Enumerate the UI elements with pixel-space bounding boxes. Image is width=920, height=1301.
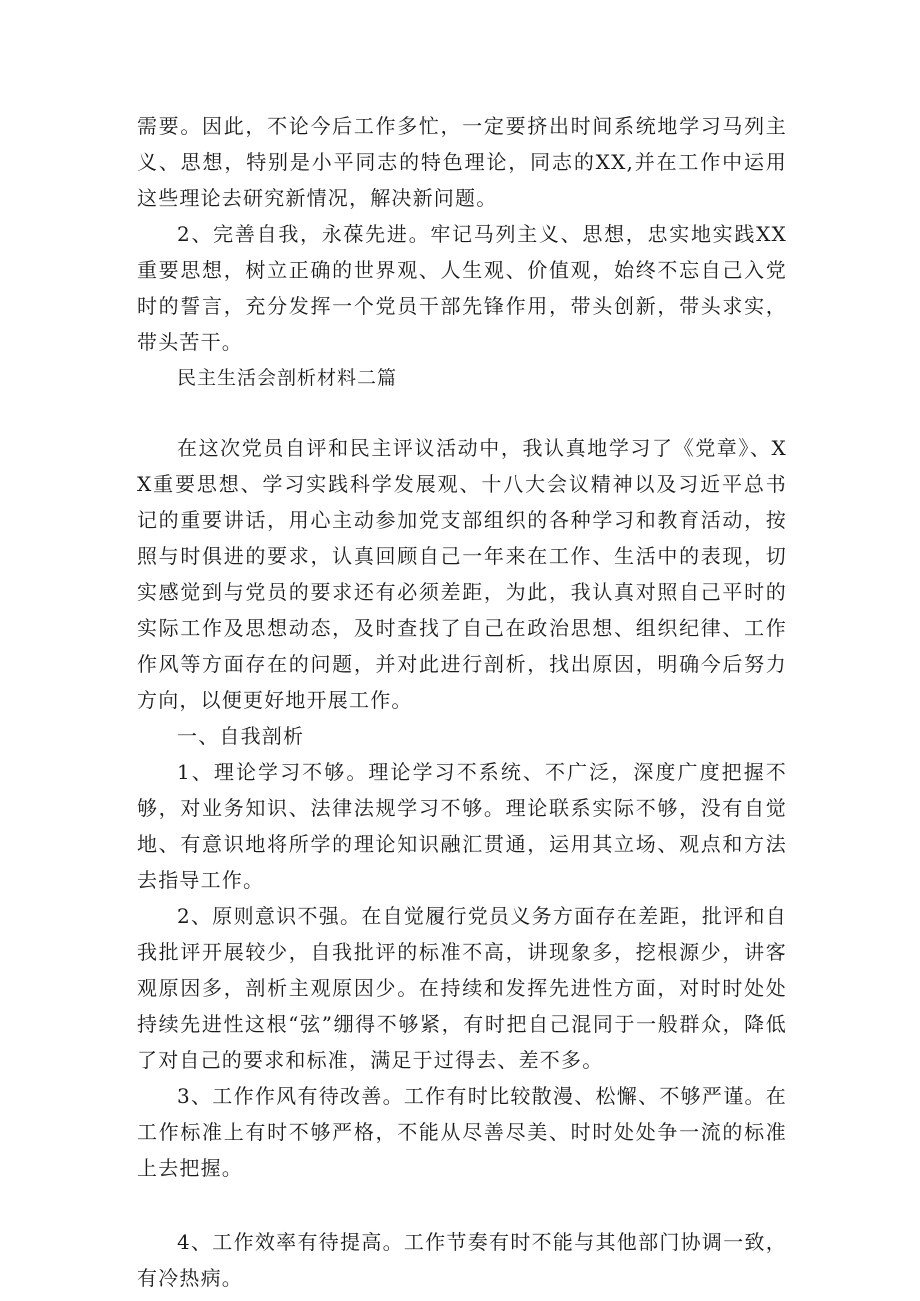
paragraph-improve-self: 2、完善自我，永葆先进。牢记马列主义、思想，忠实地实践XX重要思想，树立正确的世界观、人生观、价值观，始终不忘自己入党时的誓言，充分发挥一个党员干部先锋作用，带头创新，带头求实，带头苦干。 [137,222,787,354]
paragraph-work-style: 3、工作作风有待改善。工作有时比较散漫、松懈、不够严谨。在工作标准上有时不够严格，不能从尽善尽美、时时处处争一流的标准上去把握。 [137,1084,787,1180]
paragraph-work-efficiency: 4、工作效率有待提高。工作节奏有时不能与其他部门协调一致，有冷热病。 [137,1230,787,1290]
section-heading-self-analysis: 一、自我剖析 [177,724,305,748]
paragraph-continuation: 需要。因此，不论今后工作多忙，一定要挤出时间系统地学习马列主义、思想，特别是小平同志的特色理论，同志的XX,并在工作中运用这些理论去研究新情况，解决新问题。 [137,114,787,210]
paragraph-principle-awareness: 2、原则意识不强。在自觉履行党员义务方面存在差距，批评和自我批评开展较少，自我批评的标准不高，讲现象多，挖根源少，讲客观原因多，剖析主观原因少。在持续和发挥先进性方面，对时时处处持续先进性这根“弦”绷得不够紧，有时把自己混同于一般群众，降低了对自己的要求和标准，满足于过得去、差不多。 [137,904,787,1072]
document-body [137,108,787,1296]
section-title: 民主生活会剖析材料二篇 [177,367,398,389]
paragraph-intro: 在这次党员自评和民主评议活动中，我认真地学习了《党章》、XX重要思想、学习实践科学发展观、十八大会议精神以及习近平总书记的重要讲话，用心主动参加党支部组织的各种学习和教育活动，按照与时俱进的要求，认真回顾自己一年来在工作、生活中的表现，切实感觉到与党员的要求还有必须差距，为此，我认真对照自己平时的实际工作及思想动态，及时查找了自己在政治思想、组织纪律、工作作风等方面存在的问题，并对此进行剖析，找出原因，明确今后努力方向，以便更好地开展工作。 [137,436,787,712]
paragraph-theory-study: 1、理论学习不够。理论学习不系统、不广泛，深度广度把握不够，对业务知识、法律法规学习不够。理论联系实际不够，没有自觉地、有意识地将所学的理论知识融汇贯通，运用其立场、观点和方法去指导工作。 [137,760,787,892]
